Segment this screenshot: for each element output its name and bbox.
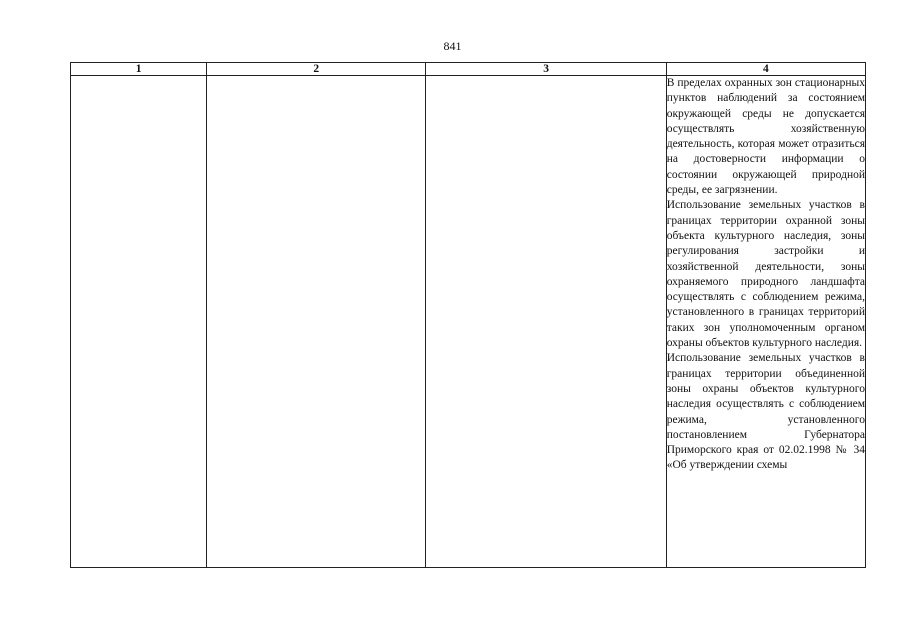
column-header-4: 4 [666, 63, 865, 76]
table-cell-col3 [426, 76, 666, 568]
table-cell-col2 [207, 76, 426, 568]
table-header-row [71, 63, 866, 76]
table-cell-col1 [71, 76, 207, 568]
paragraph-heritage-protection-zone: Использование земельных участков в границах территории охранной зоны объекта культурного наследия, зоны регулирования застройки и хозяйственной деятельности, зоны охраняемого природного ландшафта осуществлять с соблюдением режима, установленного в границах территорий таких зон уполномоченным органом охраны объектов культурного наследия. [666, 199, 865, 350]
paragraph-monitoring-zones: В пределах охранных зон стационарных пунктов наблюдений за состоянием окружающей среды не допускается осуществлять хозяйственную деятельность, которая может отразиться на достоверности информации о состоянии окружающей природной среды, ее загрязнении. [666, 77, 865, 197]
regulations-table [70, 62, 866, 568]
column-header-3: 3 [426, 63, 666, 76]
paragraph-combined-protection-zone: Использование земельных участков в границах территории объединенной зоны охраны объектов культурного наследия осуществлять с соблюдением режима, установленного постановлением Губернатора Приморского края от 02.02.1998 № 34 «Об утверждении схемы [666, 352, 865, 472]
page-number: 841 [443, 39, 462, 53]
column-header-1: 1 [71, 63, 207, 76]
column-header-2: 2 [207, 63, 426, 76]
table-cell-col4 [666, 76, 865, 568]
table-row [71, 76, 866, 568]
